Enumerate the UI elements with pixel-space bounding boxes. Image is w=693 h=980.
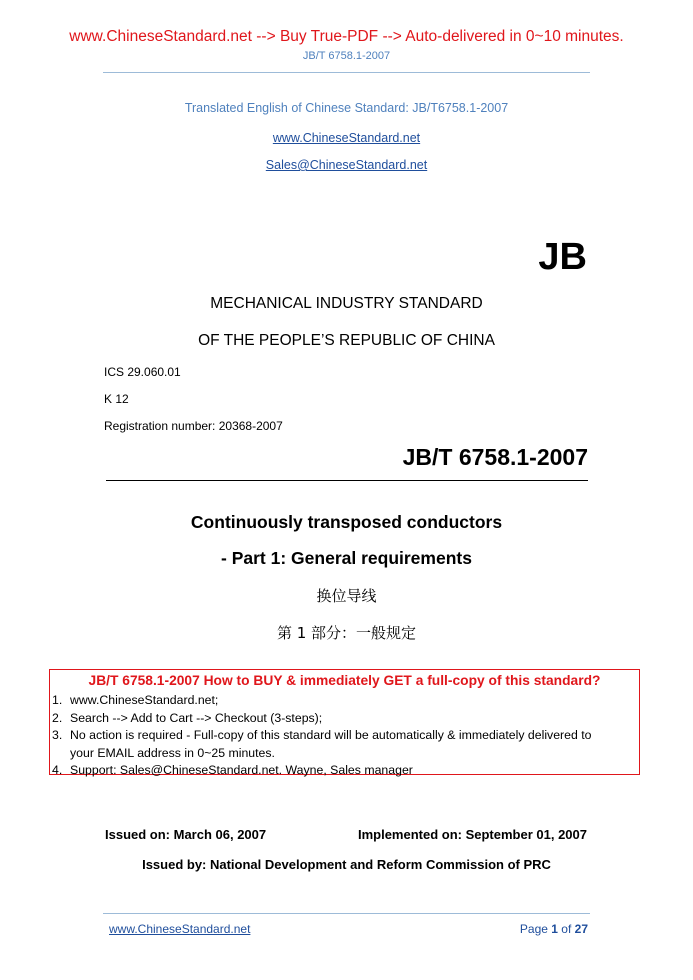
page-number: Page 1 of 27 [519, 922, 588, 936]
standard-number: JB/T 6758.1-2007 [402, 444, 588, 470]
translated-notice: Translated English of Chinese Standard: JB/T6758.1-2007 [184, 101, 509, 115]
issued-on-date: Issued on: March 06, 2007 [105, 827, 267, 842]
registration-number: Registration number: 20368-2007 [104, 419, 283, 433]
k-code: K 12 [104, 392, 129, 406]
buy-box-title: JB/T 6758.1-2007 How to BUY & immediately GET a full-copy of this standard? [88, 673, 601, 688]
list-item: 4. Support: Sales@ChineseStandard.net. Wayne, Sales manager [52, 763, 413, 777]
top-banner[interactable]: www.ChineseStandard.net --> Buy True-PDF --> Auto-delivered in 0~10 minutes. [69, 28, 624, 45]
email-link[interactable]: Sales@ChineseStandard.net [265, 158, 428, 172]
list-item-continuation: your EMAIL address in 0~25 minutes. [70, 745, 275, 760]
title-divider [106, 480, 588, 481]
list-item: 2. Search --> Add to Cart --> Checkout (3-steps); [52, 710, 323, 725]
list-item[interactable]: 1. www.ChineseStandard.net; [52, 693, 219, 707]
site-link[interactable]: www.ChineseStandard.net [272, 131, 421, 145]
doc-title-line2: - Part 1: General requirements [221, 548, 472, 568]
list-item: 3. No action is required - Full-copy of this standard will be automatically & immediately delivered to [52, 728, 592, 742]
standard-category-line1: MECHANICAL INDUSTRY STANDARD [210, 295, 483, 312]
doc-title-line1: Continuously transposed conductors [190, 512, 503, 532]
buy-info-box [49, 669, 640, 775]
ics-code: ICS 29.060.01 [104, 365, 181, 379]
issued-by: Issued by: National Development and Reform Commission of PRC [142, 857, 551, 872]
standard-category-line2: OF THE PEOPLE’S REPUBLIC OF CHINA [198, 332, 495, 349]
implemented-on-date: Implemented on: September 01, 2007 [357, 827, 587, 842]
buy-steps-list [52, 692, 591, 780]
chinese-title: 换位导线 [316, 587, 377, 605]
header-divider [103, 72, 590, 73]
header-standard-code: JB/T 6758.1-2007 [302, 50, 391, 62]
footer-divider [103, 913, 590, 914]
chinese-subtitle: 第 1 部分：一般规定 [276, 624, 417, 642]
footer-site-link[interactable]: www.ChineseStandard.net [109, 922, 251, 936]
jb-mark: JB [538, 236, 587, 278]
